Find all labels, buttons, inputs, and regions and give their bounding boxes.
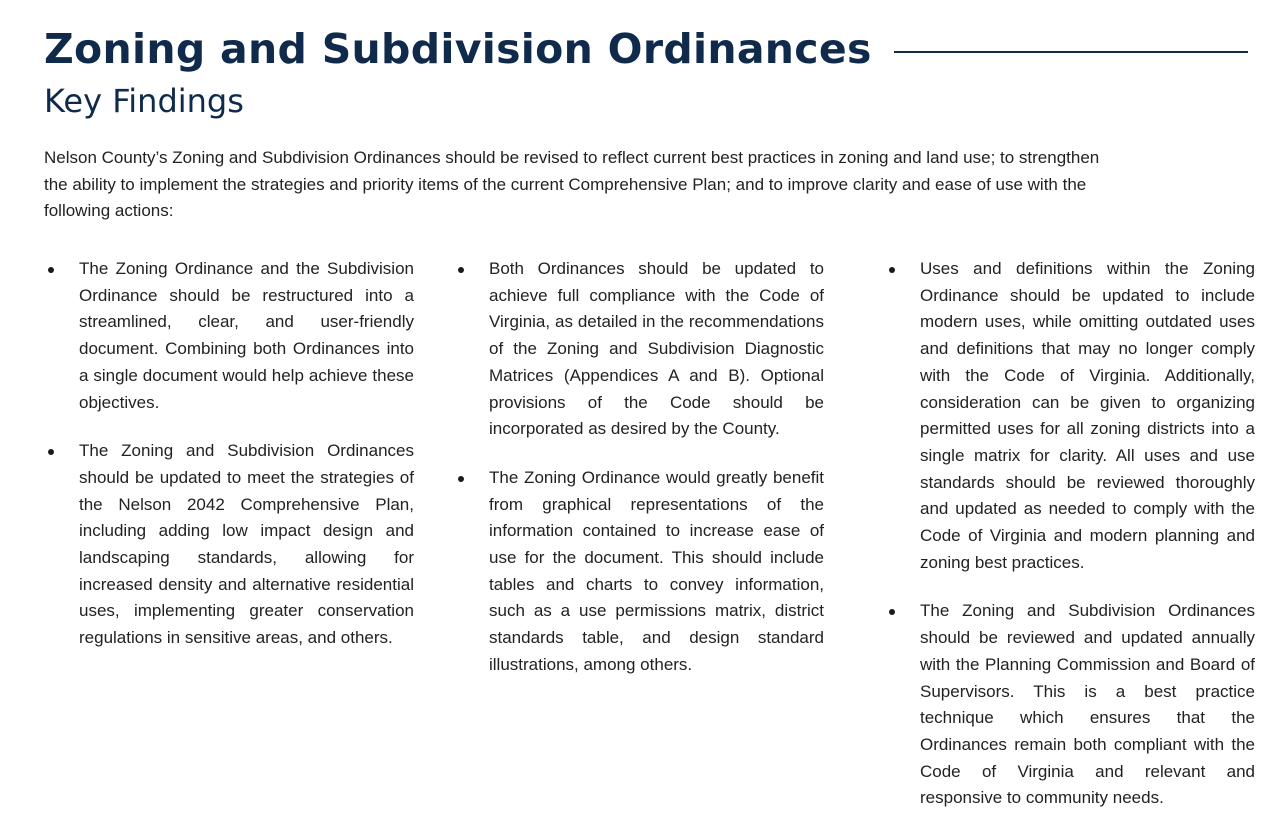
finding-item: [885, 598, 1255, 812]
finding-item: [454, 465, 824, 679]
title-divider: [894, 51, 1248, 53]
intro-paragraph: Nelson County’s Zoning and Subdivision Ordinances should be revised to reflect current best practices in zoning and land use; to strengthen the ability to implement the strategies and priority items of the current Comprehensive Plan; and to improve clarity and ease of use with the following actions:: [44, 148, 1100, 221]
finding-text: The Zoning and Subdivision Ordinances should be updated to meet the strategies of the Nelson 2042 Comprehensive Plan, including adding low impact design and landscaping standards, allowing for increased density and alternative residential uses, implementing greater conservation regulations in sensitive areas, and others.: [79, 441, 414, 648]
bullet-icon: [889, 609, 895, 615]
bullet-icon: [458, 267, 464, 273]
finding-item: [44, 256, 414, 416]
findings-column-1: [44, 256, 414, 674]
finding-text: The Zoning Ordinance and the Subdivision Ordinance should be restructured into a streamlined, clear, and user-friendly document. Combining both Ordinances into a single document would help achieve these objectives.: [79, 259, 414, 412]
finding-text: The Zoning and Subdivision Ordinances should be reviewed and updated annually with the Planning Commission and Board of Supervisors. This is a best practice technique which ensures that the Ordinances remain both compliant with the Code of Virginia and relevant and responsive to community needs.: [920, 601, 1255, 808]
bullet-icon: [48, 267, 54, 273]
findings-column-2: [454, 256, 824, 701]
finding-item: [885, 256, 1255, 576]
finding-text: Both Ordinances should be updated to achieve full compliance with the Code of Virginia, as detailed in the recommendations of the Zoning and Subdivision Diagnostic Matrices (Appendices A and B). Optional provisions of the Code should be incorporated as desired by the County.: [489, 259, 824, 439]
bullet-icon: [458, 476, 464, 482]
finding-item: [44, 438, 414, 652]
title-row: [44, 18, 1248, 80]
bullet-icon: [889, 267, 895, 273]
finding-item: [454, 256, 824, 443]
section-subtitle: Key Findings: [44, 82, 244, 120]
findings-column-3: [885, 256, 1255, 834]
bullet-icon: [48, 449, 54, 455]
page-title: Zoning and Subdivision Ordinances: [44, 25, 872, 73]
finding-text: The Zoning Ordinance would greatly benefit from graphical representations of the information contained to increase ease of use for the document. This should include tables and charts to convey information, such as a use permissions matrix, district standards table, and design standard illustrations, among others.: [489, 467, 824, 674]
finding-text: Uses and definitions within the Zoning Ordinance should be updated to include modern uses, while omitting outdated uses and definitions that may no longer comply with the Code of Virginia. Additionally, consideration can be given to organizing permitted uses for all zoning districts into a single matrix for clarity. All uses and use standards should be reviewed thoroughly and updated as needed to comply with the Code of Virginia and modern planning and zoning best practices.: [920, 259, 1255, 572]
